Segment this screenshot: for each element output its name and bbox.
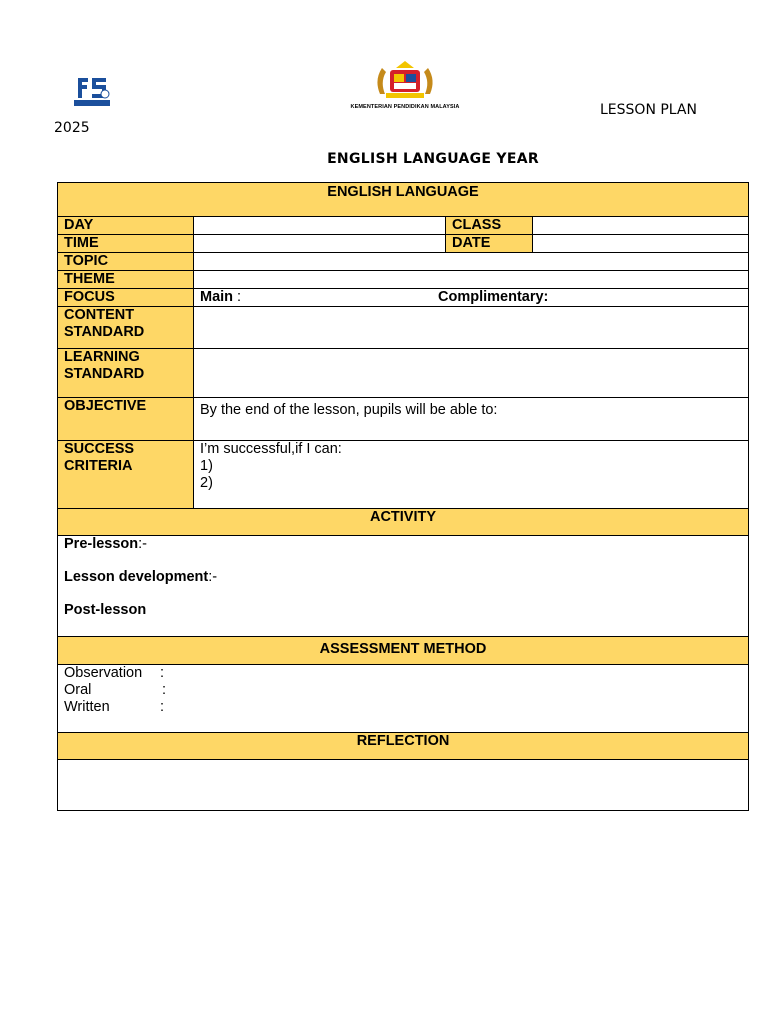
activity-header: ACTIVITY (58, 509, 749, 536)
time-label: TIME (58, 235, 194, 253)
success-criteria-label: SUCCESS CRITERIA (58, 441, 194, 509)
success-line: 2) (200, 475, 213, 491)
focus-complimentary: Complimentary: (438, 289, 549, 305)
pre-lesson: Pre-lesson:- (64, 536, 148, 552)
topic-row (58, 253, 749, 271)
content-standard-field[interactable] (194, 307, 749, 349)
success-line: I’m successful,if I can: (200, 441, 342, 457)
assessment-item: Observation : (64, 665, 165, 681)
topic-field[interactable] (194, 253, 749, 271)
year-label: 2025 (54, 120, 90, 136)
lesson-plan-table (57, 182, 749, 811)
focus-label: FOCUS (58, 289, 194, 307)
malaysia-coat-of-arms-icon (346, 60, 464, 104)
day-label: DAY (58, 217, 194, 235)
activity-header-row (58, 509, 749, 536)
activity-body-row (58, 536, 749, 637)
time-row (58, 235, 749, 253)
reflection-header-row (58, 733, 749, 760)
lesson-development: Lesson development:- (64, 569, 218, 585)
focus-field[interactable] (194, 289, 749, 307)
assessment-body-row (58, 665, 749, 733)
date-label: DATE (446, 235, 533, 253)
day-field[interactable] (194, 217, 446, 235)
day-row (58, 217, 749, 235)
assessment-item: Oral : (64, 682, 167, 698)
reflection-header: REFLECTION (58, 733, 749, 760)
school-logo-icon (72, 74, 112, 108)
time-field[interactable] (194, 235, 446, 253)
date-field[interactable] (533, 235, 749, 253)
document-title: ENGLISH LANGUAGE YEAR (327, 151, 539, 167)
subject-header: ENGLISH LANGUAGE (58, 183, 749, 217)
class-label: CLASS (446, 217, 533, 235)
reflection-body-row (58, 760, 749, 811)
objective-row (58, 398, 749, 441)
subject-row (58, 183, 749, 217)
success-line: 1) (200, 458, 213, 474)
post-lesson: Post-lesson (64, 602, 147, 618)
ministry-crest (346, 60, 464, 114)
success-criteria-field[interactable] (194, 441, 749, 509)
ministry-caption: KEMENTERIAN PENDIDIKAN MALAYSIA (350, 104, 460, 110)
topic-label: TOPIC (58, 253, 194, 271)
activity-body[interactable] (58, 536, 749, 637)
content-standard-label: CONTENT STANDARD (58, 307, 194, 349)
reflection-field[interactable] (58, 760, 749, 811)
focus-main: Main : (200, 289, 242, 305)
assessment-header: ASSESSMENT METHOD (58, 637, 749, 665)
learning-standard-field[interactable] (194, 349, 749, 398)
focus-row (58, 289, 749, 307)
assessment-item: Written : (64, 699, 165, 715)
lesson-plan-label: LESSON PLAN (600, 102, 697, 118)
assessment-header-row (58, 637, 749, 665)
objective-field[interactable]: By the end of the lesson, pupils will be able to: (194, 398, 749, 441)
objective-label: OBJECTIVE (58, 398, 194, 441)
success-criteria-row (58, 441, 749, 509)
assessment-body[interactable] (58, 665, 749, 733)
theme-label: THEME (58, 271, 194, 289)
learning-standard-row (58, 349, 749, 398)
class-field[interactable] (533, 217, 749, 235)
theme-field[interactable] (194, 271, 749, 289)
content-standard-row (58, 307, 749, 349)
learning-standard-label: LEARNING STANDARD (58, 349, 194, 398)
theme-row (58, 271, 749, 289)
